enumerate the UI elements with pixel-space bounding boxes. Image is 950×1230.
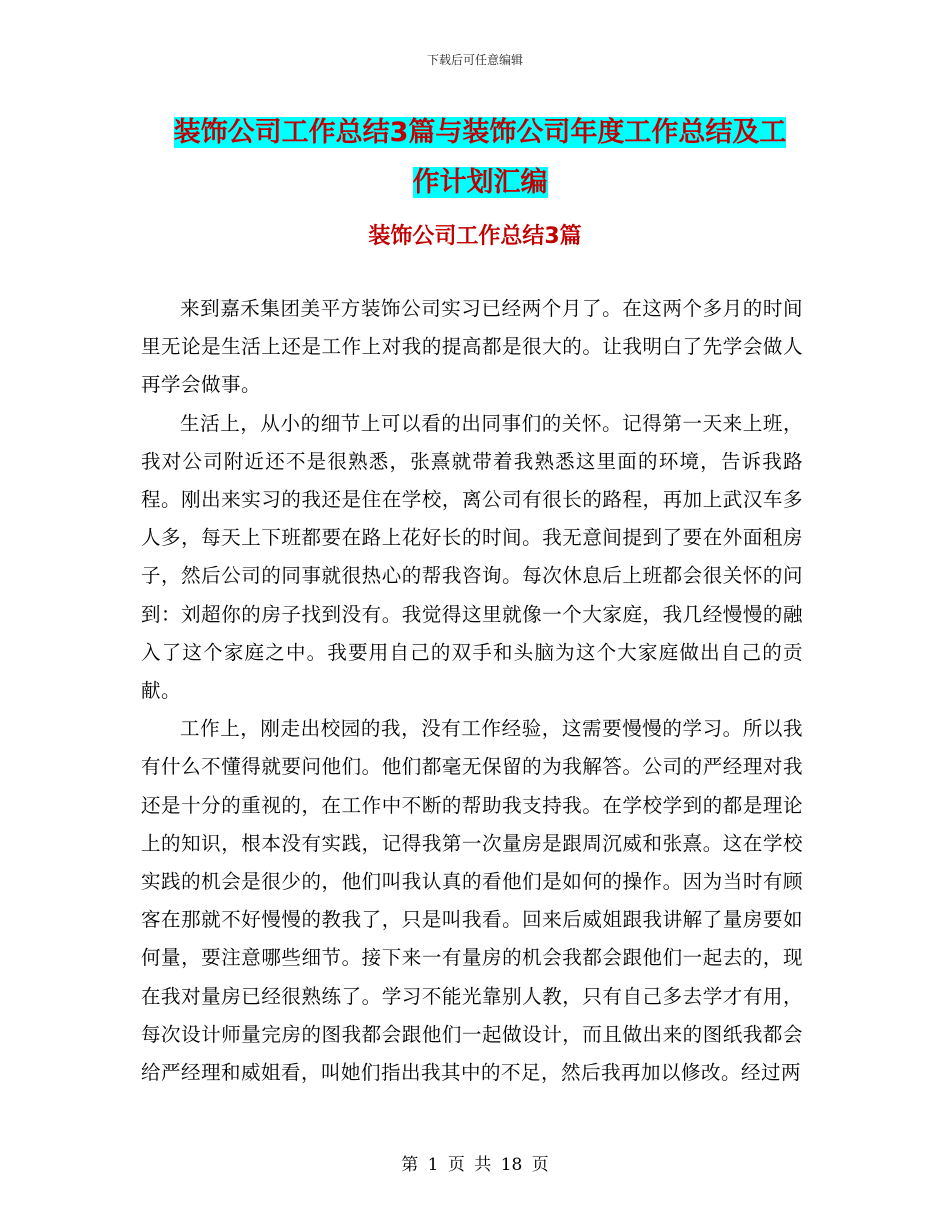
- document-body: [141, 290, 803, 1092]
- page-footer-page-number: 第 1 页 共 18 页: [401, 1155, 549, 1175]
- document-title: [140, 108, 820, 208]
- document-title-line-2: 作计划汇编: [412, 167, 548, 198]
- body-paragraph-2: 生活上，从小的细节上可以看的出同事们的关怀。记得第一天来上班，我对公司附近还不是很熟悉，张熹就带着我熟悉这里面的环境，告诉我路程。刚出来实习的我还是住在学校，离公司有很长的路程，再加上武汉车多人多，每天上下班都要在路上花好长的时间。我无意间提到了要在外面租房子，然后公司的同事就很热心的帮我咨询。每次休息后上班都会很关怀的问到：刘超你的房子找到没有。我觉得这里就像一个大家庭，我几经慢慢的融入了这个家庭之中。我要用自己的双手和头脑为这个大家庭做出自己的贡献。: [141, 411, 803, 703]
- body-paragraph-1: 来到嘉禾集团美平方装饰公司实习已经两个月了。在这两个多月的时间里无论是生活上还是工作上对我的提高都是很大的。让我明白了先学会做人再学会做事。: [141, 297, 803, 397]
- document-title-line-1: 装饰公司工作总结3篇与装饰公司年度工作总结及工: [173, 117, 787, 148]
- section-heading: 装饰公司工作总结3篇: [368, 224, 582, 249]
- body-paragraph-3: 工作上，刚走出校园的我，没有工作经验，这需要慢慢的学习。所以我有什么不懂得就要问他们。他们都毫无保留的为我解答。公司的严经理对我还是十分的重视的，在工作中不断的帮助我支持我。在学校学到的都是理论上的知识，根本没有实践，记得我第一次量房是跟周沉威和张熹。这在学校实践的机会是很少的，他们叫我认真的看他们是如何的操作。因为当时有顾客在那就不好慢慢的教我了，只是叫我看。回来后威姐跟我讲解了量房要如何量，要注意哪些细节。接下来一有量房的机会我都会跟他们一起去的，现在我对量房已经很熟练了。学习不能光靠别人教，只有自己多去学才有用，每次设计师量完房的图我都会跟他们一起做设计，而且做出来的图纸我都会给严经理和威姐看，叫她们指出我其中的不足，然后我再加以修改。经过两: [141, 717, 803, 1085]
- page-header-note: 下载后可任意编辑: [426, 53, 523, 67]
